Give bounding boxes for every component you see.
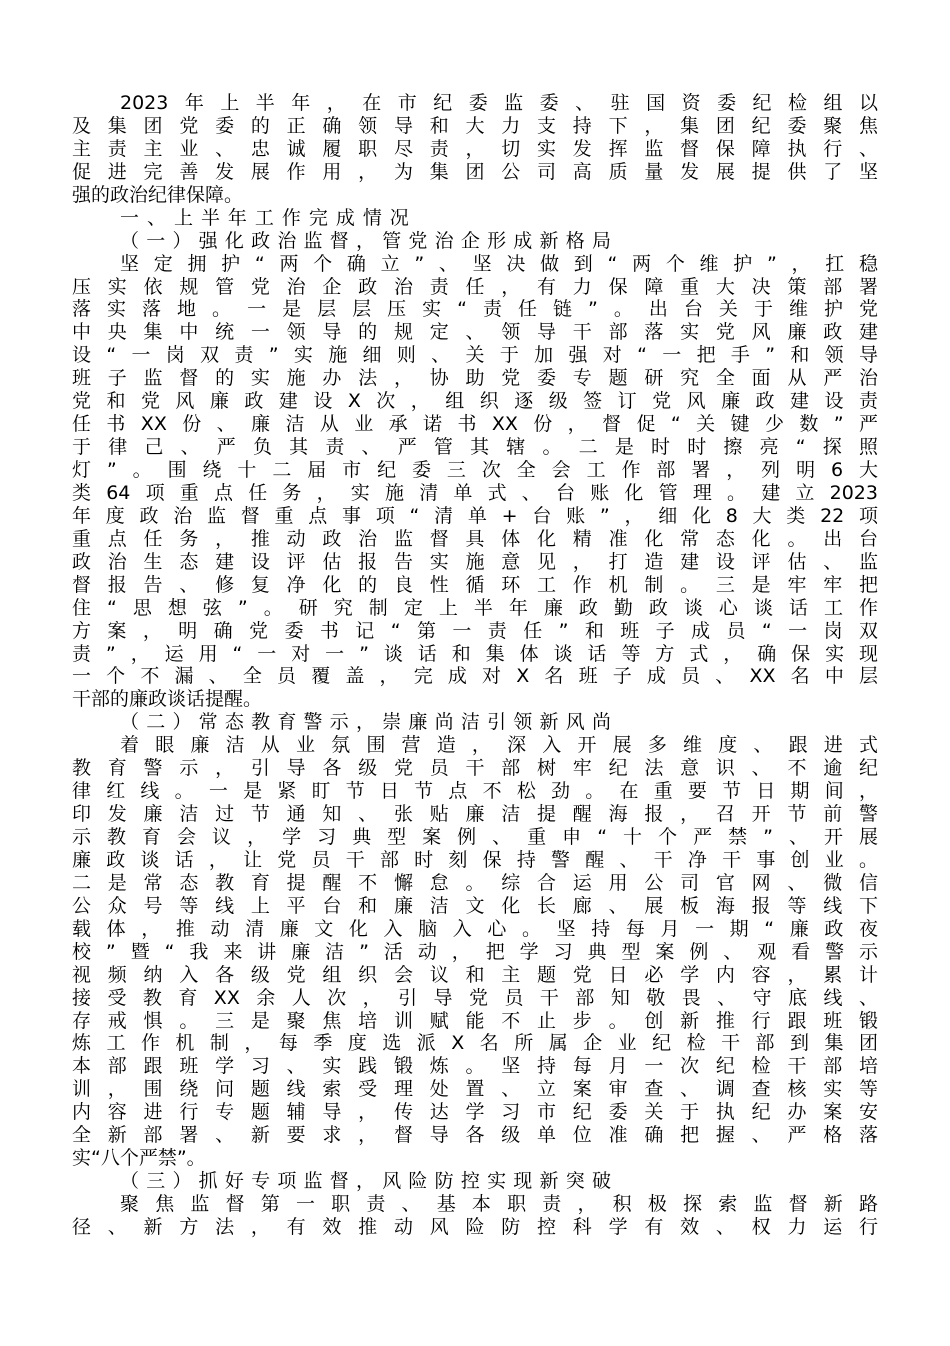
- text-line: 载体，推动清廉文化入脑入心。坚持每月一期“廉政夜: [72, 917, 878, 940]
- text-line: 2023年上半年，在市纪委监委、驻国资委纪检组以: [120, 92, 878, 114]
- text-line: 落实落地。一是层层压实“责任链”。出台关于维护党: [72, 298, 878, 321]
- text-line: 训，围绕问题线索受理处置、立案审查、调查核实等: [72, 1078, 878, 1101]
- text-line: 强的政治纪律保障。: [72, 183, 244, 206]
- text-line: 坚定拥护“两个确立”、坚决做到“两个维护”，扛稳: [120, 252, 878, 275]
- text-line: 聚焦监督第一职责、基本职责，积极探索监督新路: [120, 1193, 878, 1215]
- text-line: 本部跟班学习、实践锻炼。坚持每月一次纪检干部培: [72, 1055, 878, 1078]
- text-line: 促进完善发展作用，为集团公司高质量发展提供了坚: [72, 160, 878, 183]
- text-line: 廉政谈话，让党员干部时刻保持警醒、干净干事创业。: [72, 848, 878, 871]
- text-line: 任书XX份、廉洁从业承诺书XX份，督促“关键少数”严: [72, 413, 878, 436]
- section-heading: 一、上半年工作完成情况: [120, 206, 417, 229]
- text-line: 重点任务，推动政治监督具体化精准化常态化。出台: [72, 527, 878, 550]
- text-line: 接受教育XX余人次，引导党员干部知敬畏、守底线、: [72, 986, 878, 1009]
- section-heading: （二）常态教育警示，崇廉尚洁引领新风尚: [120, 711, 619, 734]
- text-line: 中央集中统一领导的规定、领导干部落实党风廉政建: [72, 321, 878, 344]
- text-line: 压实依规管党治企政治责任，有力保障重大决策部署: [72, 275, 878, 298]
- text-line: 责”，运用“一对一”谈话和集体谈话等方式，确保实现: [72, 642, 878, 665]
- text-line: 二是常态教育提醒不懈怠。综合运用公司官网、微信: [72, 871, 878, 894]
- text-line: 干部的廉政谈话提醒。: [72, 688, 263, 711]
- text-line: 炼工作机制，每季度选派X名所属企业纪检干部到集团: [72, 1032, 878, 1055]
- text-line: 一个不漏、全员覆盖，完成对X名班子成员、XX名中层: [72, 665, 878, 688]
- text-line: 党和党风廉政建设X次，组织逐级签订党风廉政建设责: [72, 390, 878, 413]
- text-line: 律红线。一是紧盯节日节点不松劲。在重要节日期间，: [72, 780, 878, 803]
- text-line: 示教育会议，学习典型案例、重申“十个严禁”、开展: [72, 826, 878, 848]
- text-line: 着眼廉洁从业氛围营造，深入开展多维度、跟进式: [120, 734, 878, 757]
- text-line: 督报告、修复净化的良性循环工作机制。三是牢牢把: [72, 573, 878, 596]
- text-line: 方案，明确党委书记“第一责任”和班子成员“一岗双: [72, 619, 878, 642]
- section-heading: （一）强化政治监督，管党治企形成新格局: [120, 229, 619, 252]
- text-line: 灯”。围绕十二届市纪委三次全会工作部署，列明6大: [72, 459, 878, 481]
- text-line: 全新部署、新要求，督导各级单位准确把握、严格落: [72, 1124, 878, 1147]
- text-line: 校”暨“我来讲廉洁”活动，把学习典型案例、观看警示: [72, 940, 878, 963]
- text-line: 存戒惧。三是聚焦培训赋能不止步。创新推行跟班锻: [72, 1009, 878, 1032]
- text-line: 年度政治监督重点事项“清单+台账”，细化8大类22项: [72, 504, 878, 527]
- text-line: 班子监督的实施办法，协助党委专题研究全面从严治: [72, 367, 878, 390]
- text-line: 内容进行专题辅导，传达学习市纪委关于执纪办案安: [72, 1101, 878, 1124]
- text-line: 径、新方法，有效推动风险防控科学有效、权力运行: [72, 1215, 878, 1238]
- text-line: 教育警示，引导各级党员干部树牢纪法意识、不逾纪: [72, 757, 878, 780]
- text-line: 主责主业、忠诚履职尽责，切实发挥监督保障执行、: [72, 137, 878, 160]
- text-line: 公众号等线上平台和廉洁文化长廊、展板海报等线下: [72, 894, 878, 917]
- document-page: [72, 92, 878, 1239]
- text-line: 视频纳入各级党组织会议和主题党日必学内容，累计: [72, 963, 878, 986]
- text-line: 类64项重点任务，实施清单式、台账化管理。建立2023: [72, 481, 878, 504]
- text-line: 实“八个严禁”。: [72, 1147, 206, 1170]
- text-line: 设“一岗双责”实施细则、关于加强对“一把手”和领导: [72, 344, 878, 367]
- text-line: 住“思想弦”。研究制定上半年廉政勤政谈心谈话工作: [72, 596, 878, 619]
- text-line: 印发廉洁过节通知、张贴廉洁提醒海报，召开节前警: [72, 803, 878, 826]
- text-line: 及集团党委的正确领导和大力支持下，集团纪委聚焦: [72, 114, 878, 137]
- section-heading: （三）抓好专项监督，风险防控实现新突破: [120, 1170, 619, 1193]
- text-line: 于律己、严负其责、严管其辖。二是时时擦亮“探照: [72, 436, 878, 459]
- text-line: 政治生态建设评估报告实施意见，打造建设评估、监: [72, 550, 878, 573]
